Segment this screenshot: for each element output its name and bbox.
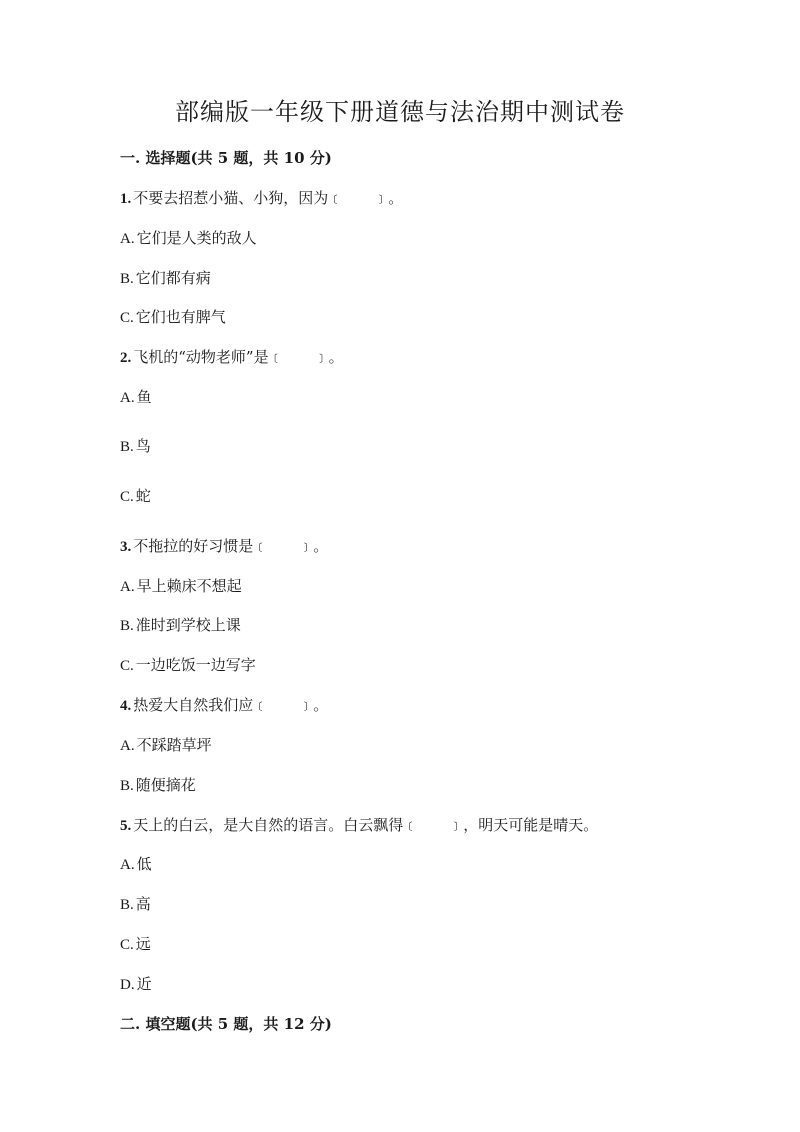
option-letter: B.	[120, 897, 134, 913]
option-letter: B.	[120, 271, 134, 287]
question-1-option-c	[120, 306, 740, 329]
option-text: 近	[136, 975, 152, 993]
option-letter: B.	[120, 439, 134, 455]
option-letter: C.	[120, 937, 134, 953]
question-1-option-a	[120, 227, 740, 250]
option-text: 准时到学校上课	[135, 616, 241, 634]
option-letter: A.	[120, 738, 135, 754]
option-text: 它们是人类的敌人	[136, 229, 257, 247]
question-text: 热爱大自然我们应﹝ ﹞。	[133, 696, 329, 714]
question-3-option-a	[120, 575, 740, 598]
question-number: 1.	[120, 191, 132, 207]
question-2	[120, 346, 740, 369]
question-number: 3.	[120, 539, 132, 555]
option-text: 低	[136, 855, 152, 873]
question-1-option-b	[120, 267, 740, 290]
question-text: 不拖拉的好习惯是﹝ ﹞。	[133, 537, 329, 555]
option-text: 一边吃饭一边写字	[135, 656, 256, 674]
option-text: 高	[135, 895, 151, 913]
question-text: 飞机的“动物老师”是﹝ ﹞。	[133, 348, 344, 366]
option-letter: A.	[120, 231, 135, 247]
question-1	[120, 187, 740, 210]
option-letter: D.	[120, 977, 135, 993]
page-title: 部编版一年级下册道德与法治期中测试卷	[175, 98, 625, 126]
option-text: 远	[135, 935, 151, 953]
question-5-option-d	[120, 973, 740, 996]
question-text: 不要去招惹小猫、小狗，因为﹝ ﹞。	[133, 189, 404, 207]
question-4-option-b	[120, 774, 740, 797]
option-text: 鱼	[136, 388, 152, 406]
question-5-option-a	[120, 853, 740, 876]
option-letter: A.	[120, 579, 135, 595]
question-2-option-c	[120, 485, 740, 508]
question-5	[120, 814, 740, 837]
question-3-option-c	[120, 654, 740, 677]
question-3	[120, 535, 740, 558]
option-letter: A.	[120, 390, 135, 406]
question-number: 4.	[120, 698, 132, 714]
question-2-option-b	[120, 435, 740, 458]
option-letter: C.	[120, 310, 134, 326]
option-letter: B.	[120, 618, 134, 634]
option-letter: C.	[120, 658, 134, 674]
question-2-option-a	[120, 386, 740, 409]
option-letter: B.	[120, 778, 134, 794]
option-letter: A.	[120, 857, 135, 873]
section-heading-fill-blank: 二. 填空题(共 5 题，共 12 分)	[120, 1015, 332, 1033]
option-text: 它们也有脾气	[135, 308, 226, 326]
question-5-option-c	[120, 933, 740, 956]
question-text: 天上的白云，是大自然的语言。白云飘得﹝ ﹞，明天可能是晴天。	[133, 816, 599, 834]
question-3-option-b	[120, 614, 740, 637]
option-text: 不踩踏草坪	[136, 736, 212, 754]
question-4-option-a	[120, 734, 740, 757]
question-number: 5.	[120, 818, 132, 834]
section-heading-choice: 一. 选择题(共 5 题，共 10 分)	[120, 149, 332, 167]
option-text: 随便摘花	[135, 776, 196, 794]
option-text: 鸟	[135, 437, 151, 455]
question-4	[120, 694, 740, 717]
option-text: 早上赖床不想起	[136, 577, 242, 595]
option-text: 蛇	[135, 487, 151, 505]
question-number: 2.	[120, 350, 132, 366]
option-text: 它们都有病	[135, 269, 211, 287]
question-5-option-b	[120, 893, 740, 916]
option-letter: C.	[120, 489, 134, 505]
